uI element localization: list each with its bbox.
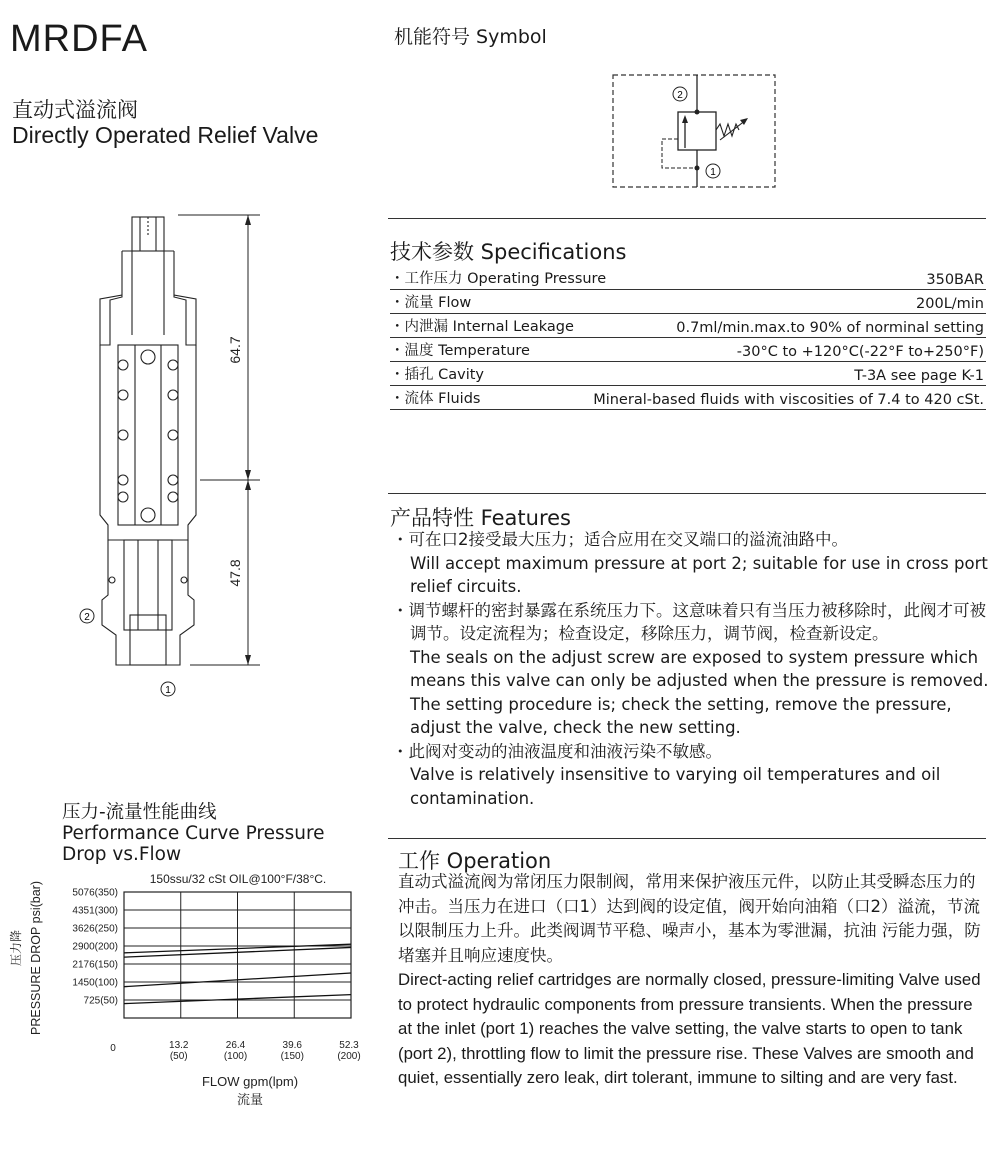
curve-title-cn: 压力-流量性能曲线 [62, 802, 217, 823]
x-tick-sublabel: (200) [337, 1051, 361, 1062]
operation-title: 工作 Operation [398, 849, 552, 873]
x-tick-label: 26.4 [225, 1040, 246, 1051]
svg-text:1: 1 [710, 167, 716, 178]
y-tick-label: 2900(200) [72, 941, 118, 953]
section-divider [388, 218, 986, 219]
curve-title-en-1: Performance Curve Pressure [62, 823, 325, 844]
hydraulic-symbol [600, 70, 790, 195]
performance-chart [0, 868, 380, 1118]
feature-item: ・此阀对变动的油液温度和油液污染不敏感。 Valve is relatively insensitive to varying oil temperatures and oil contamination. [392, 741, 941, 808]
operation-text [398, 870, 988, 1091]
x-tick-sublabel: (100) [223, 1051, 248, 1062]
pilot-line [662, 139, 697, 168]
x-tick-label: 52.3 [339, 1040, 359, 1051]
x-tick-label: 13.2 [169, 1040, 189, 1051]
valve-body-box [678, 112, 716, 150]
operation-text-cn: 直动式溢流阀为常闭压力限制阀，常用来保护液压元件，以防止其受瞬态压力的冲击。当压力在进口（口1）达到阀的设定值，阀开始向油箱（口2）溢流，节流以限制压力上升。此类阀调节平稳、噪声小，基本为零泄漏，抗油 污能力强，防堵塞并且响应速度快。 [398, 872, 981, 965]
x-tick-label: 39.6 [282, 1040, 302, 1051]
y-tick-label: 1450(100) [72, 977, 118, 989]
poppet-sleeve [124, 540, 172, 630]
curve-title-en-2: Drop vs.Flow [62, 844, 182, 865]
spec-row-flow: ・流量 Flow 200L/min [390, 290, 986, 314]
y-tick-label: 5076(350) [72, 887, 118, 899]
y-tick-label: 4351(300) [72, 905, 118, 917]
section-divider [388, 838, 986, 839]
model-code: MRDFA [10, 18, 148, 60]
symbol-title: 机能符号 Symbol [394, 26, 547, 48]
x-axis-label: FLOW gpm(lpm) [201, 1074, 299, 1089]
section-divider [388, 493, 986, 494]
spec-row-temperature: ・温度 Temperature -30°C to +120°C(-22°F to+250°F) [390, 338, 986, 362]
y-tick-label: 3626(250) [72, 923, 118, 935]
spec-row-pressure: ・工作压力 Operating Pressure 350BAR [390, 266, 986, 290]
spec-row-cavity: ・插孔 Cavity T-3A see page K-1 [390, 362, 986, 386]
x-axis-label-cn: 流量 [236, 1093, 264, 1108]
feature-item: ・调节螺杆的密封暴露在系统压力下。这意味着只有当压力被移除时，此阀才可被调节。设定流程为；检查设定，移除压力，调节阀，检查新设定。 The seals on the adjust screw are exposed to system pressure which means this valve can only be adjusted when the pressure is removed. The setting procedure is; check the setting, remove the pressure, adjust the valve, check the new setting. [392, 600, 989, 737]
product-title-en: Directly Operated Relief Valve [12, 122, 319, 148]
specifications-table [390, 266, 986, 410]
specifications-title: 技术参数 Specifications [390, 240, 627, 264]
cartridge-cross-section [60, 195, 270, 705]
features-title: 产品特性 Features [390, 506, 571, 530]
ball-upper [141, 350, 155, 364]
chart-title: 150ssu/32 cSt OIL@100°F/38°C. [149, 872, 327, 886]
y-tick-label: 725(50) [83, 995, 118, 1007]
svg-text:1: 1 [165, 685, 171, 696]
feature-item: ・可在口2接受最大压力；适合应用在交叉端口的溢流油路中。 Will accept maximum pressure at port 2; suitable for use in cross port relief circuits. [392, 530, 988, 596]
product-title-cn: 直动式溢流阀 [12, 98, 138, 122]
features-list [392, 528, 1000, 810]
flow-arrow-icon [682, 115, 688, 123]
x-origin-label: 0 [110, 1043, 116, 1054]
y-tick-label: 2176(150) [72, 959, 118, 971]
curve-title [62, 802, 325, 865]
spring-chamber [118, 345, 178, 525]
ball-lower [141, 508, 155, 522]
spec-row-fluids: ・流体 Fluids Mineral-based fluids with viscosities of 7.4 to 420 cSt. [390, 386, 986, 410]
svg-text:2: 2 [84, 612, 90, 623]
x-tick-sublabel: (50) [169, 1051, 188, 1062]
spec-row-leakage: ・内泄漏 Internal Leakage 0.7ml/min.max.to 90% of norminal setting [390, 314, 986, 338]
svg-text:2: 2 [677, 90, 683, 101]
y-axis-label-cn: 压力降 [9, 929, 23, 967]
operation-text-en: Direct-acting relief cartridges are normally closed, pressure-limiting Valve used to protect hydraulic components from pressure transients. When the pressure at the inlet (port 1) reaches the valve setting, the valve starts to open to tank (port 2), throttling flow to limit the pressure rise. These Valves are smooth and quiet, essentially zero leak, dirt tolerant, immune to silting and are very fast. [398, 970, 981, 1087]
dim-upper-label: 64.7 [227, 336, 243, 364]
y-axis-label: PRESSURE DROP psi(bar) [29, 881, 43, 1035]
dim-lower-label: 47.8 [227, 559, 243, 587]
x-tick-sublabel: (150) [280, 1051, 304, 1062]
symbol-envelope [613, 75, 775, 187]
